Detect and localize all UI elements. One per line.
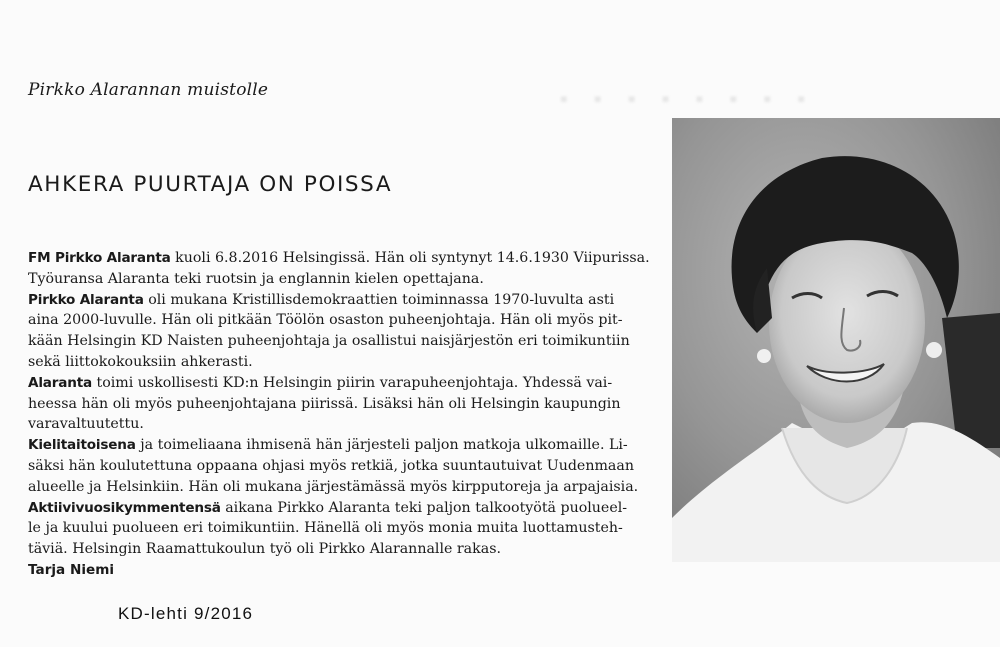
headline: AHKERA PUURTAJA ON POISSA	[28, 172, 393, 197]
article-line: Aktiivivuosikymmentensä aikana Pirkko Alaranta teki paljon talkootyötä puolueel-	[28, 499, 628, 516]
article-body	[28, 248, 660, 581]
kicker-dedication: Pirkko Alarannan muistolle	[28, 80, 269, 100]
article-line: säksi hän koulutettuna oppaana ohjasi myös retkiä, jotka suuntautuivat Uudenmaan	[28, 457, 634, 474]
bold-lead: Aktiivivuosikymmentensä	[28, 499, 221, 516]
article-line: aina 2000-luvulle. Hän oli pitkään Töölön osaston puheenjohtaja. Hän oli myös pit-	[28, 312, 623, 329]
bold-lead: Alaranta	[28, 374, 92, 391]
article-line: sekä liittokokouksiin ahkerasti.	[28, 353, 253, 370]
article-line: Alaranta toimi uskollisesti KD:n Helsingin piirin varapuheenjohtaja. Yhdessä vai-	[28, 374, 613, 391]
bold-lead: Pirkko Alaranta	[28, 291, 144, 308]
bold-lead: FM Pirkko Alaranta	[28, 250, 171, 266]
source-caption: KD-lehti 9/2016	[118, 604, 254, 623]
bleed-through-text: ▪ ▪ ▪ ▪ ▪ ▪ ▪ ▪	[560, 86, 816, 111]
author-byline: Tarja Niemi	[28, 561, 115, 578]
article-line: le ja kuului puolueen eri toimikuntiin. Hänellä oli myös monia muita luottamusteh-	[28, 520, 623, 537]
article-line: heessa hän oli myös puheenjohtajana piirissä. Lisäksi hän oli Helsingin kaupungin	[28, 395, 621, 412]
bold-lead: Kielitaitoisena	[28, 437, 136, 454]
article-line: FM Pirkko Alaranta kuoli 6.8.2016 Helsingissä. Hän oli syntynyt 14.6.1930 Viipurissa.	[28, 250, 650, 266]
portrait-illustration	[672, 118, 1000, 562]
portrait-photo	[672, 118, 1000, 562]
article-line: Kielitaitoisena ja toimeliaana ihmisenä hän järjesteli paljon matkoja ulkomaille. Li-	[28, 437, 628, 454]
article-line: Työuransa Alaranta teki ruotsin ja englannin kielen opettajana.	[28, 270, 484, 287]
article-line: kään Helsingin KD Naisten puheenjohtaja ja osallistui naisjärjestön eri toimikuntiin	[28, 333, 630, 350]
article-line: Pirkko Alaranta oli mukana Kristillisdemokraattien toiminnassa 1970-luvulta asti	[28, 291, 615, 308]
article-line: varavaltuutettu.	[28, 416, 144, 433]
article-line: täviä. Helsingin Raamattukoulun työ oli Pirkko Alarannalle rakas.	[28, 541, 501, 558]
article-line: alueelle ja Helsinkiin. Hän oli mukana järjestämässä myös kirpputoreja ja arpajaisia.	[28, 478, 639, 495]
